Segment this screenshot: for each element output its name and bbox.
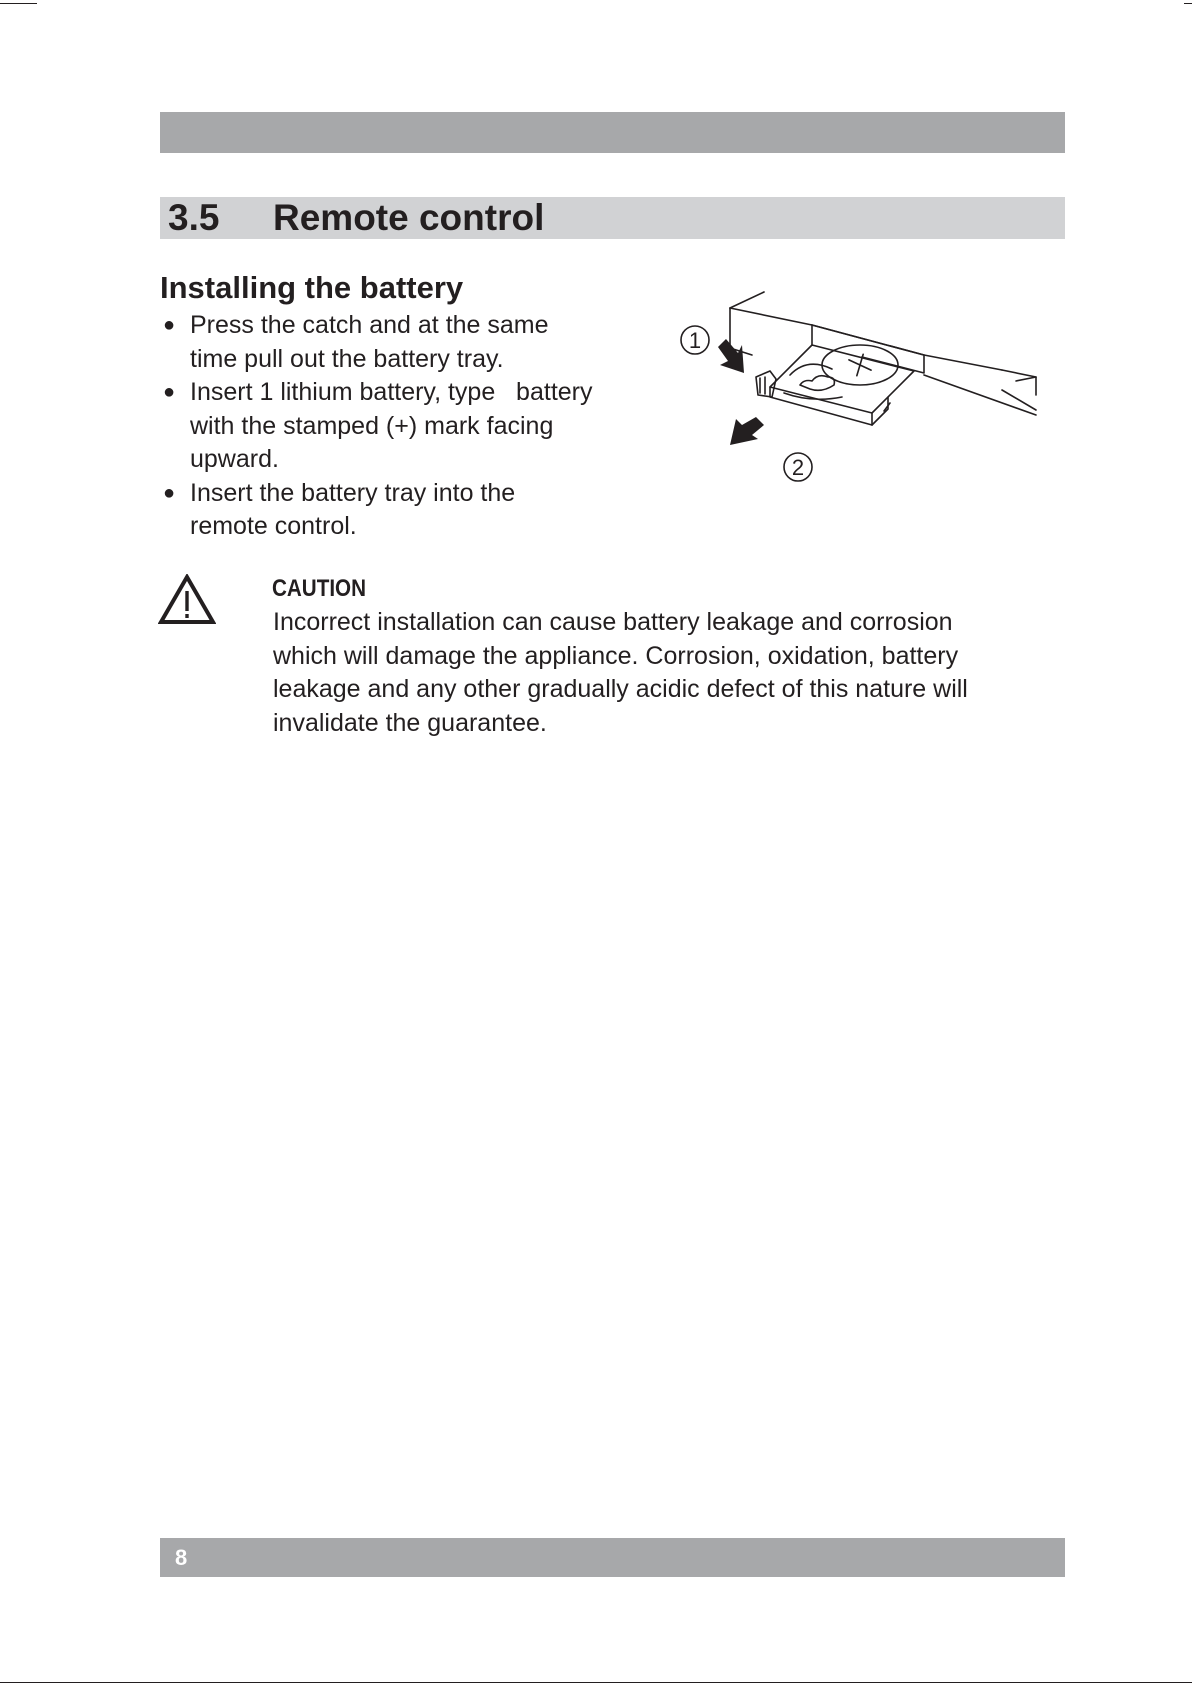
section-title: Remote control — [273, 197, 545, 238]
warning-triangle-icon — [158, 574, 216, 626]
crop-mark-bottom — [0, 1682, 1192, 1683]
caution-label: CAUTION — [272, 575, 367, 602]
list-item — [160, 477, 640, 544]
bullet-line: Press the catch and at the same — [190, 311, 549, 339]
bullet-line: remote control. — [190, 512, 357, 540]
bullet-line: time pull out the battery tray. — [190, 344, 504, 373]
list-item — [160, 309, 640, 376]
caution-line: Incorrect installation can cause battery leakage and corrosion — [273, 608, 953, 636]
callout-2-label: 2 — [791, 455, 805, 480]
list-item — [160, 376, 640, 477]
header-bar — [160, 112, 1065, 153]
installing-battery-heading: Installing the battery — [160, 270, 464, 305]
section-number: 3.5 — [168, 197, 220, 238]
bullet-icon: ● — [163, 381, 176, 403]
crop-mark-top-left — [0, 3, 37, 4]
footer-bar — [160, 1538, 1065, 1577]
bullet-line: Insert 1 lithium battery, type battery — [190, 378, 593, 406]
caution-line: which will damage the appliance. Corrosion, oxidation, battery — [273, 641, 959, 670]
battery-steps-list — [160, 309, 640, 544]
bullet-icon: ● — [163, 314, 176, 336]
caution-line: invalidate the guarantee. — [273, 708, 547, 737]
crop-mark-top-right — [1184, 3, 1192, 4]
callout-1-label: 1 — [688, 328, 702, 353]
bullet-icon: ● — [163, 481, 176, 504]
bullet-line: with the stamped (+) mark facing — [190, 411, 554, 440]
caution-text — [273, 606, 1033, 740]
page-number: 8 — [175, 1545, 188, 1570]
section-heading-bar — [160, 197, 1065, 239]
battery-tray-illustration — [672, 285, 1040, 490]
caution-line: leakage and any other gradually acidic defect of this nature will — [273, 675, 968, 703]
bullet-line: upward. — [190, 445, 279, 473]
bullet-line: Insert the battery tray into the — [190, 478, 516, 507]
